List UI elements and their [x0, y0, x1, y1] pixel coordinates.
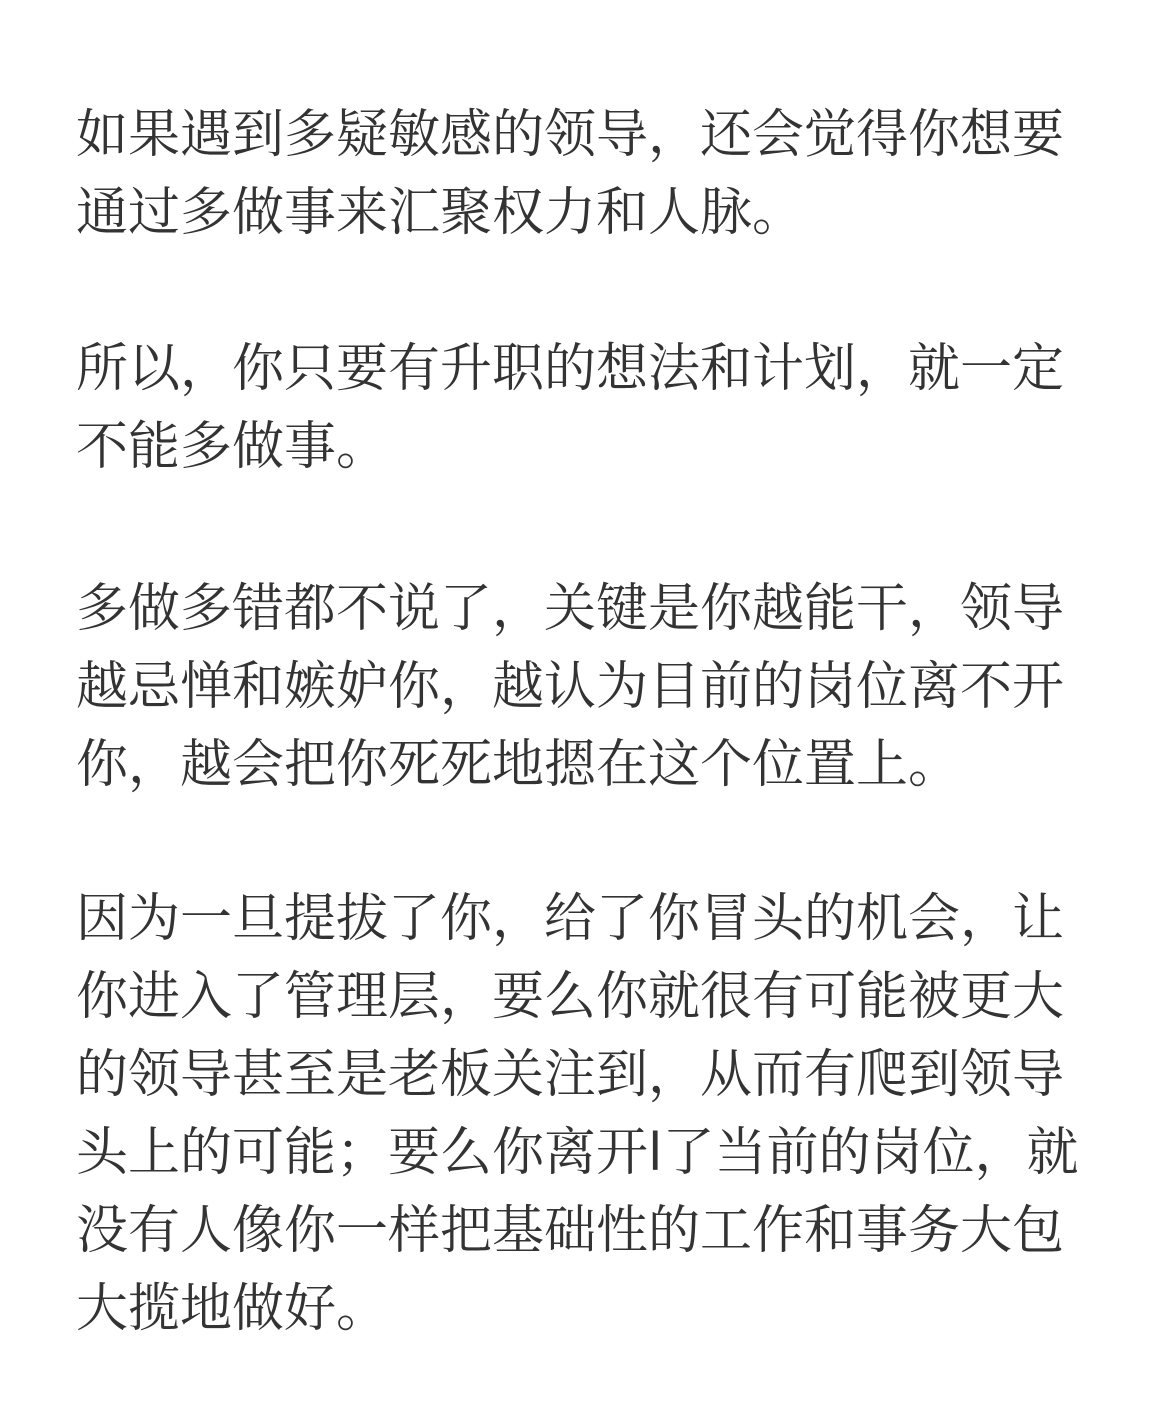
paragraph-2-line-2: 不能多做事。	[76, 417, 389, 477]
paragraph-4-line-2: 你进入了管理层，要么你就很有可能被更大	[76, 967, 1065, 1027]
paragraph-3-line-1: 多做多错都不说了，关键是你越能干，领导	[76, 579, 1065, 639]
paragraph-1-line-1: 如果遇到多疑敏感的领导，还会觉得你想要	[76, 105, 1065, 165]
paragraph-4-line-5: 没有人像你一样把基础性的工作和事务大包	[76, 1201, 1065, 1261]
paragraph-4-line-6: 大揽地做好。	[76, 1279, 389, 1339]
paragraph-3-line-2: 越忌惮和嫉妒你，越认为目前的岗位离不开	[76, 657, 1065, 717]
paragraph-4-line-1: 因为一旦提拔了你，给了你冒头的机会，让	[76, 889, 1065, 949]
paragraph-4	[76, 880, 1094, 1348]
paragraph-1-line-2: 通过多做事来汇聚权力和人脉。	[76, 183, 805, 243]
paragraph-3-line-3: 你，越会把你死死地摁在这个位置上。	[76, 735, 961, 795]
paragraph-2-line-1: 所以，你只要有升职的想法和计划，就一定	[76, 339, 1065, 399]
paragraph-3	[76, 570, 1094, 804]
paragraph-1	[76, 96, 1094, 252]
paragraph-4-line-4: 头上的可能；要么你离开l了当前的岗位，就	[76, 1123, 1079, 1183]
paragraph-2	[76, 330, 1094, 486]
paragraph-4-line-3: 的领导甚至是老板关注到，从而有爬到领导	[76, 1045, 1065, 1105]
